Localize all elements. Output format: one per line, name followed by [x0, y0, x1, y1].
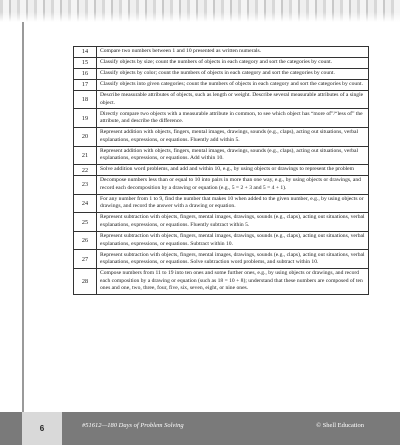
standard-description: For any number from 1 to 9, find the number that makes 10 when added to the given number, e.g., by using objects or drawings, and record the answer with a drawing or equation.	[97, 194, 369, 213]
decorative-top-band	[0, 0, 400, 22]
margin-rule	[22, 22, 24, 412]
standards-table-container	[73, 46, 369, 295]
table-row	[74, 165, 369, 176]
standard-number: 22	[74, 165, 97, 176]
table-row	[74, 128, 369, 147]
table-row	[74, 194, 369, 213]
table-row	[74, 109, 369, 128]
standard-description: Decompose numbers less than or equal to 10 into pairs in more than one way, e.g., by using objects or drawings, and record each decomposition by a drawing or equation (e.g., 5 = 2 + 3 and 5 = 4 + 1).	[97, 176, 369, 195]
table-row	[74, 146, 369, 165]
standard-description: Directly compare two objects with a measurable attribute in common, to see which object has “more of”/“less of” the attribute, and describe the difference.	[97, 109, 369, 128]
standard-description: Compose numbers from 11 to 19 into ten ones and some further ones, e.g., by using objects or drawings, and record each composition by a drawing or equation (such as 18 = 10 + 8); understand that these numbers are composed of ten ones and one, two, three, four, five, six, seven, eight, or nine ones.	[97, 268, 369, 294]
table-row	[74, 213, 369, 232]
standard-number: 15	[74, 57, 97, 68]
standard-description: Classify objects by size; count the numbers of objects in each category and sort the categories by count.	[97, 57, 369, 68]
standard-number: 23	[74, 176, 97, 195]
standard-number: 27	[74, 250, 97, 269]
standard-description: Classify objects into given categories; count the numbers of objects in each category and sort the categories by count.	[97, 79, 369, 90]
standard-number: 20	[74, 128, 97, 147]
table-row	[74, 250, 369, 269]
standard-description: Represent addition with objects, fingers, mental images, drawings, sounds (e.g., claps), acting out situations, verbal explanations, expressions, or equations. Add within 10.	[97, 146, 369, 165]
table-row	[74, 231, 369, 250]
standard-number: 16	[74, 68, 97, 79]
publisher-credit: © Shell Education	[316, 422, 364, 429]
standard-description: Represent addition with objects, fingers, mental images, drawings, sounds (e.g., claps), acting out situations, verbal explanations, expressions, or equations. Fluently add within 5.	[97, 128, 369, 147]
standard-description: Describe measurable attributes of objects, such as length or weight. Describe several measurable attributes of a single object.	[97, 90, 369, 109]
standard-number: 14	[74, 47, 97, 58]
standard-description: Solve addition word problems, and add and within 10, e.g., by using objects or drawings to represent the problem	[97, 165, 369, 176]
table-row	[74, 268, 369, 294]
table-row	[74, 47, 369, 58]
table-row	[74, 68, 369, 79]
standards-table-body	[74, 47, 369, 295]
book-title: #51612—180 Days of Problem Solving	[82, 422, 184, 429]
standards-table	[73, 46, 369, 295]
table-row	[74, 79, 369, 90]
standard-number: 25	[74, 213, 97, 232]
page-footer	[0, 412, 400, 445]
standard-description: Represent subtraction with objects, fingers, mental images, drawings, sounds (e.g., claps), acting out situations, verbal explanations, expressions, or equations. Subtract within 10.	[97, 231, 369, 250]
standard-description: Classify objects by color; count the numbers of objects in each category and sort the categories by count.	[97, 68, 369, 79]
standard-number: 26	[74, 231, 97, 250]
table-row	[74, 90, 369, 109]
page-number: 6	[22, 412, 62, 445]
standard-number: 21	[74, 146, 97, 165]
standard-number: 17	[74, 79, 97, 90]
standard-number: 28	[74, 268, 97, 294]
standard-number: 18	[74, 90, 97, 109]
standard-number: 19	[74, 109, 97, 128]
standard-description: Represent subtraction with objects, fingers, mental images, drawings, sounds (e.g., claps), acting out situations, verbal explanations, expressions, or equations. Fluently subtract within 5.	[97, 213, 369, 232]
table-row	[74, 176, 369, 195]
standard-number: 24	[74, 194, 97, 213]
standard-description: Compare two numbers between 1 and 10 presented as written numerals.	[97, 47, 369, 58]
standard-description: Represent subtraction with objects, fingers, mental images, drawings, sounds (e.g., claps), acting out situations, verbal explanations, expressions, or equations. Solve subtraction word problems, and subtract within 10.	[97, 250, 369, 269]
table-row	[74, 57, 369, 68]
